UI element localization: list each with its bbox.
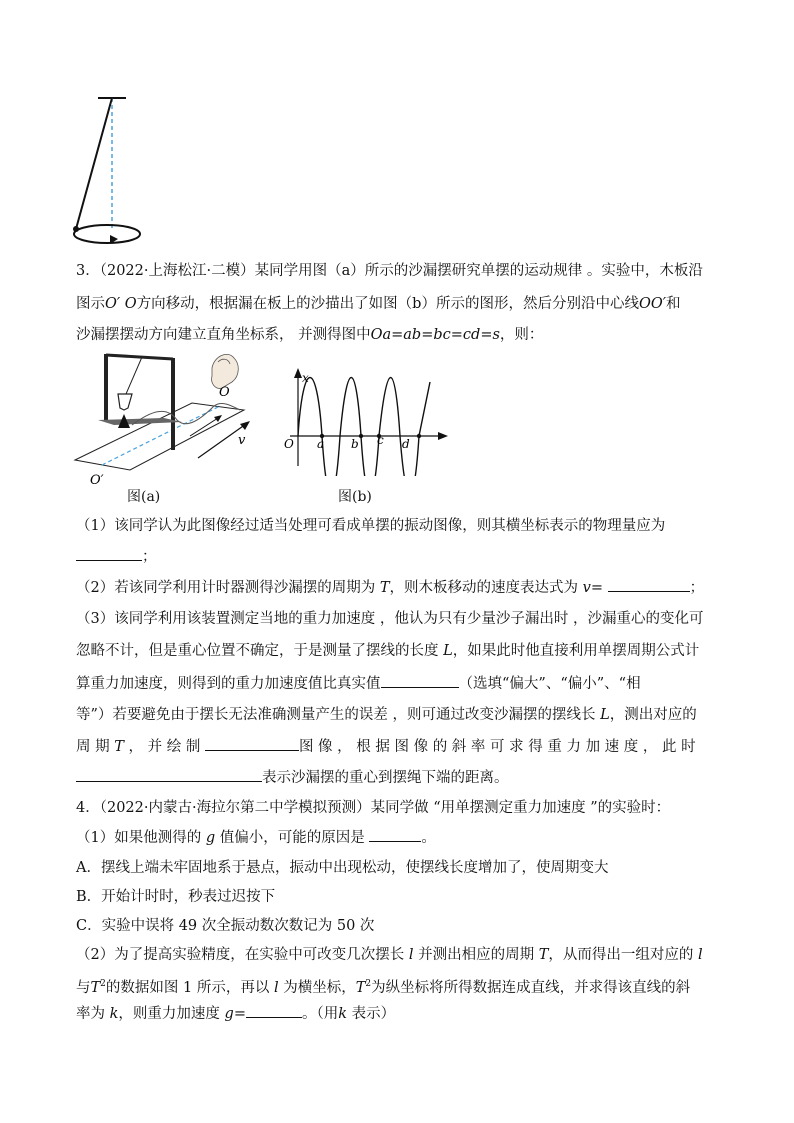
- q3-line-2: 图示O′ O方向移动，根据漏在板上的沙描出了如图（b）所示的图形，然后分别沿中心线OO′和: [76, 296, 681, 312]
- answer-blank-7[interactable]: [246, 1003, 302, 1018]
- graph-label-c: c: [377, 433, 384, 447]
- pendulum-bob: [73, 226, 79, 232]
- q3-part-3-line-3: 算重力加速度，则得到的重力加速度值比真实值 （选填“偏大”、“偏小”、“相: [76, 673, 641, 694]
- graph-label-O: O: [284, 437, 294, 451]
- frame-right-post: [171, 358, 175, 450]
- answer-blank-3[interactable]: [381, 673, 459, 688]
- pendulum-orbit: [74, 225, 140, 243]
- board-motion-arrow: [190, 418, 218, 436]
- figure-a-sand-pendulum: [72, 348, 262, 486]
- q4-option-a: A．摆线上端未牢固地系于悬点，振动中出现松动，使摆线长度增加了，使周期变大: [76, 860, 609, 876]
- sand-pendulum-string: [126, 357, 142, 394]
- conical-pendulum-figure: [60, 88, 160, 248]
- q3-line-3: 沙漏摆摆动方向建立直角坐标系， 并测得图中Oa=ab=bc=cd=s，则：: [76, 327, 544, 343]
- graph-label-b: b: [351, 437, 359, 451]
- q3-part-3-line-2: 忽略不计，但是重心位置不确定，于是测量了摆线的长度 L，如果此时他直接利用单摆周期公式计: [76, 643, 700, 659]
- frame-left-post: [104, 354, 108, 420]
- answer-blank-5[interactable]: [76, 767, 262, 782]
- q4-source: （2022·内蒙古·海拉尔第二中学模拟预测）: [99, 800, 371, 816]
- q3-part-2: （2）若该同学利用计时器测得沙漏摆的周期为 T，则木板移动的速度表达式为 v= ；: [76, 577, 704, 598]
- sine-curve: [298, 378, 430, 477]
- q3-line-1: 3．（2022·上海松江·二模）某同学用图（a）所示的沙漏摆研究单摆的运动规律 。实验中，木板沿: [76, 263, 703, 279]
- figure-b-sine-graph: [276, 366, 452, 476]
- label-O-prime: O′: [90, 473, 104, 486]
- sand-hopper: [118, 394, 132, 410]
- q3-part-3-line-5: 周 期 T ， 并 绘 制 图 像 ， 根 据 图 像 的 斜 率 可 求 得 重 力 加 速 度 ， 此 时: [76, 736, 696, 757]
- q3-part-1: （1）该同学认为此图像经过适当处理可看成单摆的振动图像，则其横坐标表示的物理量应为: [76, 518, 666, 534]
- graph-label-x: x: [302, 371, 309, 385]
- pendulum-string: [76, 98, 112, 229]
- figure-a-caption: 图(a): [127, 489, 161, 505]
- q4-part-2-line-1: （2）为了提高实验精度，在实验中可改变几次摆长 l 并测出相应的周期 T，从而得出一组对应的 l: [76, 947, 703, 963]
- q3-part-3-line-6: 表示沙漏摆的重心到摆绳下端的距离。: [76, 767, 509, 788]
- q3-part-3-line-4: 等”）若要避免由于摆长无法准确测量产生的误差 ，则可通过改变沙漏摆的摆线长 L，测出对应的: [76, 707, 697, 723]
- q4-part-1: （1）如果他测得的 g 值偏小，可能的原因是 。: [76, 827, 436, 848]
- point-b: [359, 434, 363, 438]
- frame-top-bar: [106, 355, 173, 359]
- label-v: v: [238, 433, 246, 448]
- q3-part-1-answer: ；: [76, 546, 157, 567]
- q4-option-b: B．开始计时时，秒表过迟按下: [76, 889, 276, 905]
- label-O: O: [219, 385, 230, 400]
- answer-blank-4[interactable]: [205, 736, 299, 751]
- graph-label-d: d: [402, 437, 410, 451]
- q4-line-1: 4．（2022·内蒙古·海拉尔第二中学模拟预测）某同学做 “用单摆测定重力加速度 ”的实验时：: [76, 800, 671, 816]
- q3-source: （2022·上海松江·二模）: [99, 263, 255, 279]
- figure-b-caption: 图(b): [338, 489, 372, 505]
- q4-part-2-line-2: 与$T^2$的数据如图 1 所示，再以 l 为横坐标，$T^2$为纵坐标将所得数据连成直线，并求得该直线的斜: [76, 979, 691, 996]
- graph-label-a: a: [317, 437, 325, 451]
- board-center-line: [102, 406, 220, 465]
- answer-blank-1[interactable]: [76, 546, 142, 561]
- q3-number: 3．: [76, 263, 100, 279]
- q4-part-2-line-3: 率为 k，则重力加速度 g= 。（用k 表示）: [76, 1003, 395, 1024]
- q4-number: 4．: [76, 800, 100, 816]
- answer-blank-2[interactable]: [608, 577, 690, 592]
- point-d: [417, 434, 421, 438]
- answer-blank-6[interactable]: [369, 827, 421, 842]
- q4-option-c: C．实验中误将 49 次全振动数次数记为 50 次: [76, 918, 375, 934]
- q3-part-3-line-1: （3）该同学利用该装置测定当地的重力加速度 ，他认为只有少量沙子漏出时 ，沙漏重心的变化可: [76, 611, 704, 627]
